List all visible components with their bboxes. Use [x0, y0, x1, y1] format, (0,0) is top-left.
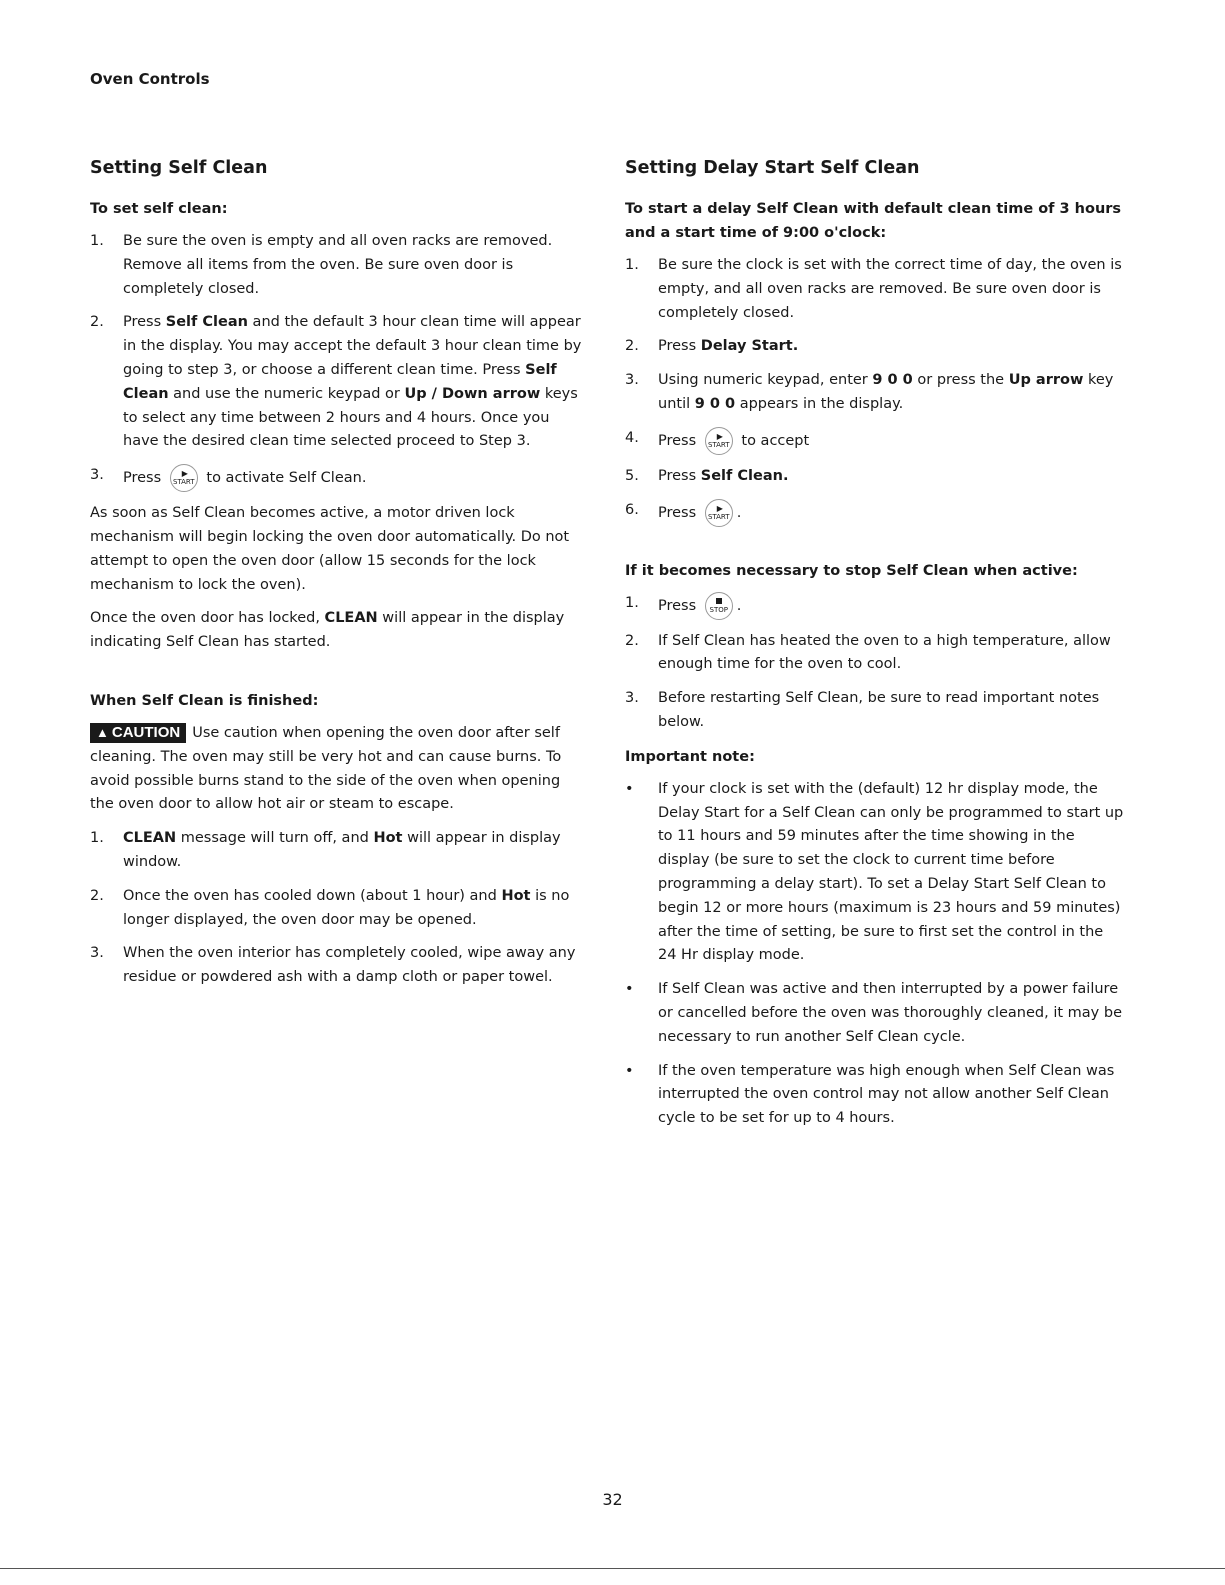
bullet-icon: •	[625, 1062, 634, 1079]
stop-subheading: If it becomes necessary to stop Self Clean when active:	[625, 562, 1078, 579]
list-item: 2. Once the oven has cooled down (about 1 hour) and Hot is no longer displayed, the oven door may be opened.	[90, 885, 586, 933]
self-clean-key-label: Self Clean	[123, 361, 557, 402]
delay-start-title: Setting Delay Start Self Clean	[625, 158, 920, 178]
step-number: 1.	[625, 594, 639, 611]
warning-icon: ▲	[96, 724, 109, 740]
important-note-subheading: Important note:	[625, 748, 755, 765]
page-number: 32	[602, 1490, 623, 1509]
start-button-icon: ▶ START	[705, 427, 733, 455]
list-item	[90, 464, 586, 492]
bottom-divider	[0, 1568, 1225, 1569]
finished-subheading: When Self Clean is finished:	[90, 692, 319, 709]
step-text: Be sure the oven is empty and all oven racks are removed. Remove all items from the oven. Be sure oven door is completely closed.	[123, 233, 553, 297]
stop-button-icon: STOP	[705, 592, 733, 620]
right-column	[625, 156, 1125, 1141]
list-item: 3. Using numeric keypad, enter 9 0 0 or press the Up arrow key until 9 0 0 appears in the display.	[625, 369, 1125, 417]
setting-self-clean-title: Setting Self Clean	[90, 158, 268, 178]
step-number: 3.	[625, 690, 639, 707]
list-item: 6. Press ▶ START .	[625, 499, 1125, 527]
list-item: 1. Press STOP .	[625, 592, 1125, 620]
self-clean-key-label: Self Clean	[165, 314, 248, 331]
list-item: 2. If Self Clean has heated the oven to a high temperature, allow enough time for the oven to cool.	[625, 630, 1125, 678]
set-self-clean-subheading: To set self clean:	[90, 201, 228, 217]
step-number: 2.	[90, 314, 104, 331]
delay-start-subheading: To start a delay Self Clean with default clean time of 3 hours and a start time of 9:00 o'clock:	[625, 201, 1122, 241]
step-text: keys to select any time between 2 hours and 4 hours. Once you have the desired clean time selected proceed to Step 3.	[123, 385, 578, 450]
step-number: 5.	[625, 467, 639, 484]
important-notes	[625, 778, 1125, 1131]
step-text: and use the numeric keypad or	[168, 385, 405, 402]
bullet-icon: •	[625, 780, 634, 797]
self-clean-steps	[90, 230, 586, 492]
list-item: • If your clock is set with the (default) 12 hr display mode, the Delay Start for a Self Clean can only be programmed to start up to 11 hours and 59 minutes after the time showing in the display (be sure to set the clock to current time before programming a delay start). To set a Delay Start Self Clean to begin 12 or more hours (maximum is 23 hours and 59 minutes) after the time of setting, be sure to first set the control in the 24 Hr display mode.	[625, 778, 1125, 968]
step-number: 2.	[625, 338, 639, 355]
list-item: 4. Press ▶ START to accept	[625, 427, 1125, 455]
list-item: 3. When the oven interior has completely cooled, wipe away any residue or powdered ash with a damp cloth or paper towel.	[90, 942, 586, 990]
finish-steps	[90, 827, 586, 990]
step-number: 6.	[625, 501, 639, 518]
stop-steps	[625, 592, 1125, 735]
step-number: 4.	[625, 429, 639, 446]
clean-paragraph: Once the oven door has locked, CLEAN will appear in the display indicating Self Clean has started.	[90, 610, 565, 651]
list-item	[90, 230, 586, 301]
section-header: Oven Controls	[90, 70, 210, 88]
caution-paragraph: ▲ CAUTION Use caution when opening the oven door after self cleaning. The oven may still be very hot and can cause burns. To avoid possible burns stand to the side of the oven when opening the oven door to allow hot air or steam to escape.	[90, 723, 562, 813]
bullet-icon: •	[625, 981, 634, 998]
list-item: • If the oven temperature was high enough when Self Clean was interrupted the oven control may not allow another Self Clean cycle to be set for up to 4 hours.	[625, 1060, 1125, 1131]
step-number: 3.	[90, 945, 104, 962]
lock-paragraph: As soon as Self Clean becomes active, a motor driven lock mechanism will begin locking the oven door automatically. Do not attempt to open the oven door (allow 15 seconds for the lock mechanism to lock the oven).	[90, 505, 570, 593]
delay-steps	[625, 254, 1125, 527]
caution-badge: ▲ CAUTION	[90, 723, 186, 743]
list-item: 1. Be sure the clock is set with the correct time of day, the oven is empty, and all oven racks are removed. Be sure oven door is completely closed.	[625, 254, 1125, 325]
step-text: Press	[123, 314, 166, 331]
list-item: • If Self Clean was active and then interrupted by a power failure or cancelled before the oven was thoroughly cleaned, it may be necessary to run another Self Clean cycle.	[625, 978, 1125, 1049]
list-item: 1. CLEAN message will turn off, and Hot will appear in display window.	[90, 827, 586, 875]
step-number: 3.	[625, 372, 639, 389]
left-column	[90, 156, 586, 1000]
arrow-key-label: Up / Down arrow	[404, 385, 541, 402]
list-item	[90, 311, 586, 454]
list-item: 3. Before restarting Self Clean, be sure to read important notes below.	[625, 687, 1125, 735]
step-number: 1.	[90, 233, 104, 249]
step-number: 1.	[625, 257, 639, 273]
step-number: 1.	[90, 830, 104, 847]
start-button-icon: ▶ START	[170, 464, 198, 492]
step-number: 3.	[90, 467, 104, 484]
start-button-icon: ▶ START	[705, 499, 733, 527]
step-text: Press	[123, 470, 162, 487]
step-text: and the default 3 hour clean time will appear in the display. You may accept the default 3 hour clean time by going to step 3, or choose a different clean time. Press	[123, 314, 582, 378]
step-number: 2.	[90, 887, 104, 904]
list-item: 2. Press Delay Start.	[625, 335, 1125, 359]
step-text: to activate Self Clean.	[206, 470, 367, 487]
step-number: 2.	[625, 632, 639, 649]
list-item: 5. Press Self Clean.	[625, 465, 1125, 489]
